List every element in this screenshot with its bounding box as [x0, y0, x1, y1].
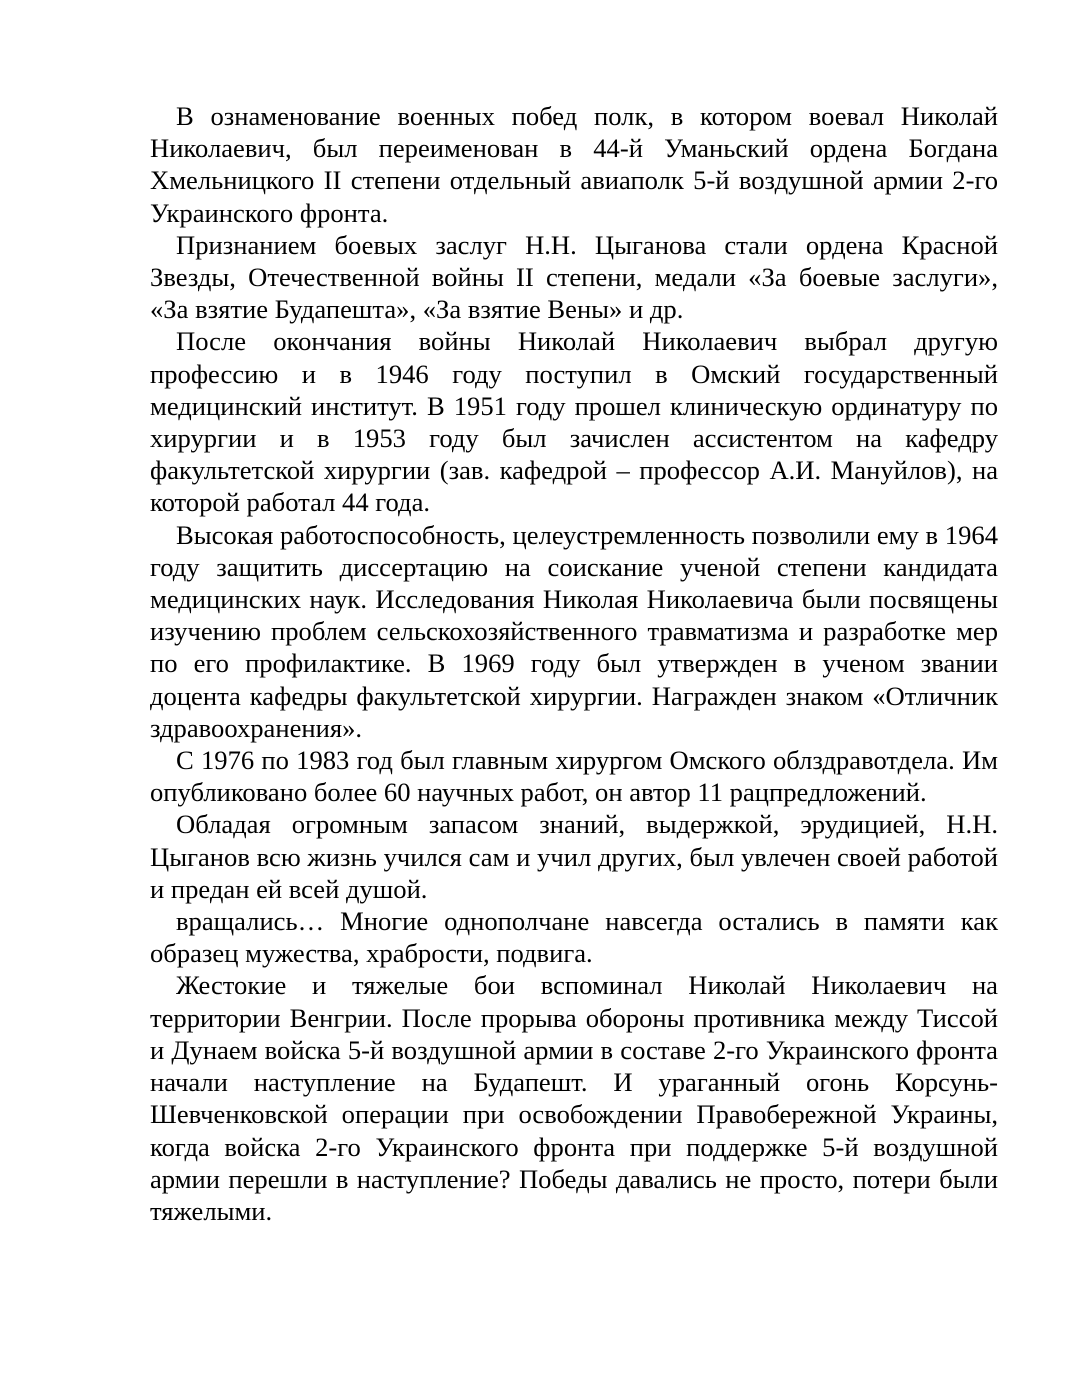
paragraph-6: Обладая огромным запасом знаний, выдержкой, эрудицией, Н.Н. Цыганов всю жизнь учился сам и учил других, был увлечен своей работой и предан ей всей душой.: [150, 809, 998, 904]
paragraph-2: Признанием боевых заслуг Н.Н. Цыганова стали ордена Красной Звезды, Отечественной войны II степени, медали «За боевые заслуги», «За взятие Будапешта», «За взятие Вены» и др.: [150, 229, 998, 325]
paragraph-1: В ознаменование военных побед полк, в котором воевал Николай Николаевич, был переименован в 44-й Уманьский ордена Богдана Хмельницкого II степени отдельный авиаполк 5-й воздушной армии 2-го Украинского фронта.: [150, 101, 998, 228]
paragraph-4: Высокая работоспособность, целеустремленность позволили ему в 1964 году защитить диссертацию на соискание ученой степени кандидата медицинских наук. Исследования Николая Николаевича были посвящены изучению проблем сельскохозяйственного травматизма и разработке мер по его профилактике. В 1969 году был утвержден в ученом звании доцента кафедры факультетской хирургии. Награжден знаком «Отличник здравоохранения».: [150, 519, 998, 743]
paragraph-8: Жестокие и тяжелые бои вспоминал Николай Николаевич на территории Венгрии. После прорыва обороны противника между Тиссой и Дунаем войска 5-й воздушной армии в составе 2-го Украинского фронта начали наступление на Будапешт. И ураганный огонь Корсунь-Шевченковской операции при освобождении Правобережной Украины, когда войска 2-го Украинского фронта при поддержке 5-й воздушной армии перешли в наступление? Победы давались не просто, потери были тяжелыми.: [150, 970, 998, 1226]
paragraph-5: С 1976 по 1983 год был главным хирургом Омского облздравотдела. Им опубликовано более 60 научных работ, он автор 11 рацпредложений.: [150, 745, 998, 808]
paragraph-7: вращались… Многие однополчане навсегда остались в памяти как образец мужества, храбрости, подвига.: [150, 906, 998, 969]
document-page: [150, 100, 998, 1227]
paragraph-3: После окончания войны Николай Николаевич выбрал другую профессию и в 1946 году поступил в Омский государственный медицинский институт. В 1951 году прошел клиническую ординатуру по хирургии и в 1953 году был зачислен ассистентом на кафедру факультетской хирургии (зав. кафедрой – профессор А.И. Мануйлов), на которой работал 44 года.: [150, 326, 998, 518]
